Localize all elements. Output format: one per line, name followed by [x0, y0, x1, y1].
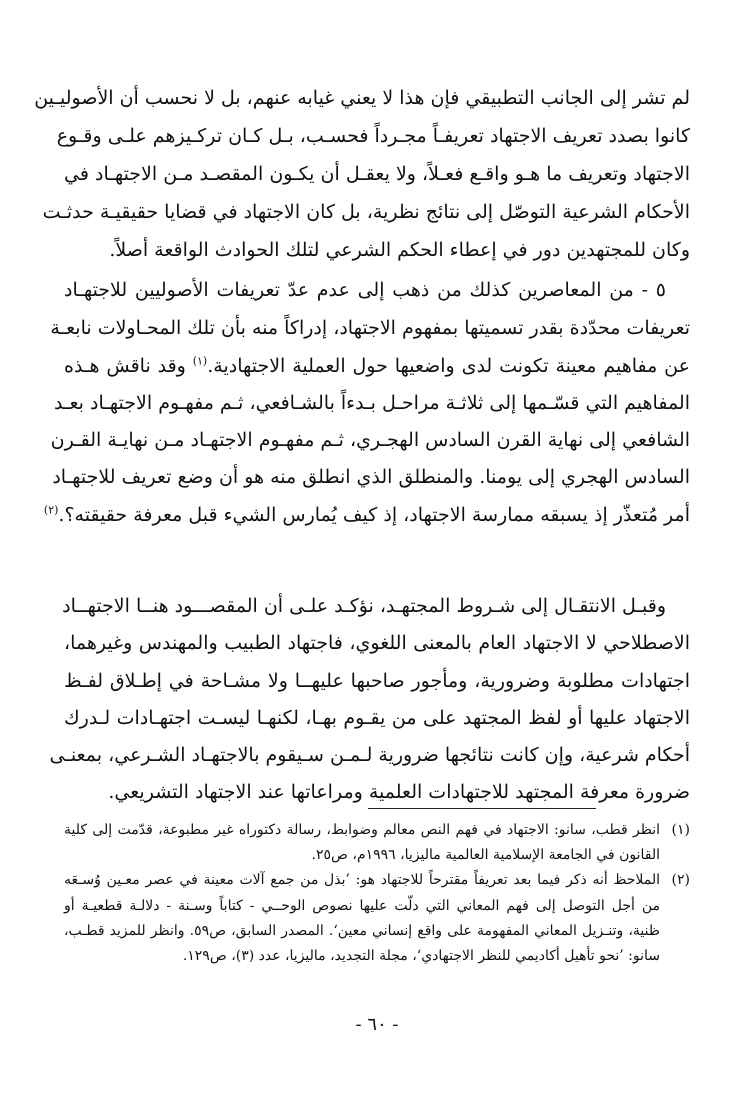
text-line: المفاهيم التي قسّـمها إلى ثلاثـة مراحـل بـدءاً بالشـافعي، ثـم مفهـوم الاجتهـاد بعـد — [53, 392, 690, 414]
text-line: كانوا بصدد تعريف الاجتهاد تعريفـاً مجـرداً فحسـب، بـل كـان تركـيزهم علـى وقـوع — [56, 125, 690, 147]
text-segment: عن مفاهيم معينة تكونت لدى واضعيها حول العملية الاجتهادية. — [207, 355, 690, 377]
text-line: اجتهادات مطلوبة وضرورية، ومأجور صاحبها عليهــا ولا مشـاحة في إطـلاق لفـظ — [64, 670, 690, 692]
footnote-line: سانو: ’نحو تأهيل أكاديمي للنظر الاجتهادي‘، مجلة التجديد، ماليزيا، عدد (٣)، ص١٢٩. — [182, 948, 660, 964]
footnote-line: القانون في الجامعة الإسلامية العالمية ماليزيا، ١٩٩٦م، ص٢٥. — [311, 847, 660, 863]
text-line: الاجتهاد وتعريف ما هـو واقـع فعـلاً، ولا يعقـل أن يكـون المقصـد مـن الاجتهـاد في — [64, 163, 690, 185]
text-line: الشافعي إلى نهاية القرن السادس الهجـري، ثـم مفهـوم الاجتهـاد مـن نهايـة القـرن — [50, 429, 690, 451]
text-line: ضرورة معرفة المجتهد للاجتهادات العلمية ومراعاتها عند الاجتهاد التشريعي. — [108, 781, 690, 803]
footnote-number: (١) — [671, 822, 690, 838]
footnote-2 — [64, 869, 690, 891]
text-line: تعريفات محدّدة بقدر تسميتها بمفهوم الاجتهاد، إدراكاً منه بأن تلك المحـاولات نابعـة — [50, 317, 690, 339]
text-segment: أمر مُتعذّر إذ يسبقه ممارسة الاجتهاد، إذ كيف يُمارس الشيء قبل معرفة حقيقته؟. — [58, 504, 690, 526]
footnote-line: انظر قطب، سانو: الاجتهاد في فهم النص معالم وضوابط، رسالة دكتوراه غير مطبوعة، قدّمت إلى كلية — [64, 822, 660, 838]
footnote-line: من أجل التوصل إلى فهم المعاني التي دلّت عليها نصوص الوحــي - كتاباً وسـنة - دلالـة قطعيـة أو — [64, 898, 660, 914]
text-line: الاصطلاحي لا الاجتهاد العام بالمعنى اللغوي، فاجتهاد الطبيب والمهندس وغيرهما، — [64, 632, 690, 654]
footnote-ref-1[interactable]: (١) — [192, 354, 208, 368]
text-line: وكان للمجتهدين دور في إعطاء الحكم الشرعي لتلك الحوادث الواقعة أصلاً. — [109, 239, 690, 261]
text-line: السادس الهجري إلى يومنا. والمنطلق الذي انطلق منه هو أن وضع تعريف للاجتهـاد — [52, 466, 690, 488]
footnote-separator — [368, 808, 596, 809]
text-line: لم تشر إلى الجانب التطبيقي فإن هذا لا يعني غيابه عنهم، بل لا نحسب أن الأصوليـين — [34, 87, 690, 109]
footnote-ref-2[interactable]: (٢) — [43, 503, 59, 517]
text-line: الاجتهاد عليها أو لفظ المجتهد على من يقـوم بهـا، لكنهـا ليسـت اجتهـادات لـدرك — [64, 707, 690, 729]
text-segment: وقد ناقش هـذه — [64, 355, 186, 377]
footnote-number: (٢) — [671, 872, 690, 888]
footnote-line: ظنية، وتنـزيل المعاني المفهومة على واقع إنساني معين‘. المصدر السابق، ص٥٩. وانظر للمزيد قطـب، — [64, 923, 660, 939]
footnote-1 — [64, 819, 690, 841]
text-line — [64, 351, 690, 381]
page-number: - ٦٠ - — [355, 1014, 399, 1035]
text-line: الأحكام الشرعية التوصّل إلى نتائج نظرية، بل كان الاجتهاد في قضايا حقيقيـة حدثـت — [42, 201, 690, 223]
text-line: وقبـل الانتقـال إلى شـروط المجتهـد، نؤكـد علـى أن المقصـــود هنــا الاجتهــاد — [62, 595, 666, 617]
text-line: أحكام شرعية، وإن كانت نتائجها ضرورية لـمـن سـيقوم بالاجتهـاد الشـرعي، بمعنـى — [49, 744, 690, 766]
footnote-line: الملاحظ أنه ذكر فيما بعد تعريفاً مقترحاً للاجتهاد هو: ’بذل من جمع آلات معينة في عصر معـين وُسـعَه — [64, 872, 660, 888]
text-line — [43, 500, 690, 530]
text-line: ٥ - من المعاصرين كذلك من ذهب إلى عدم عدّ تعريفات الأصوليين للاجتهـاد — [64, 279, 666, 301]
